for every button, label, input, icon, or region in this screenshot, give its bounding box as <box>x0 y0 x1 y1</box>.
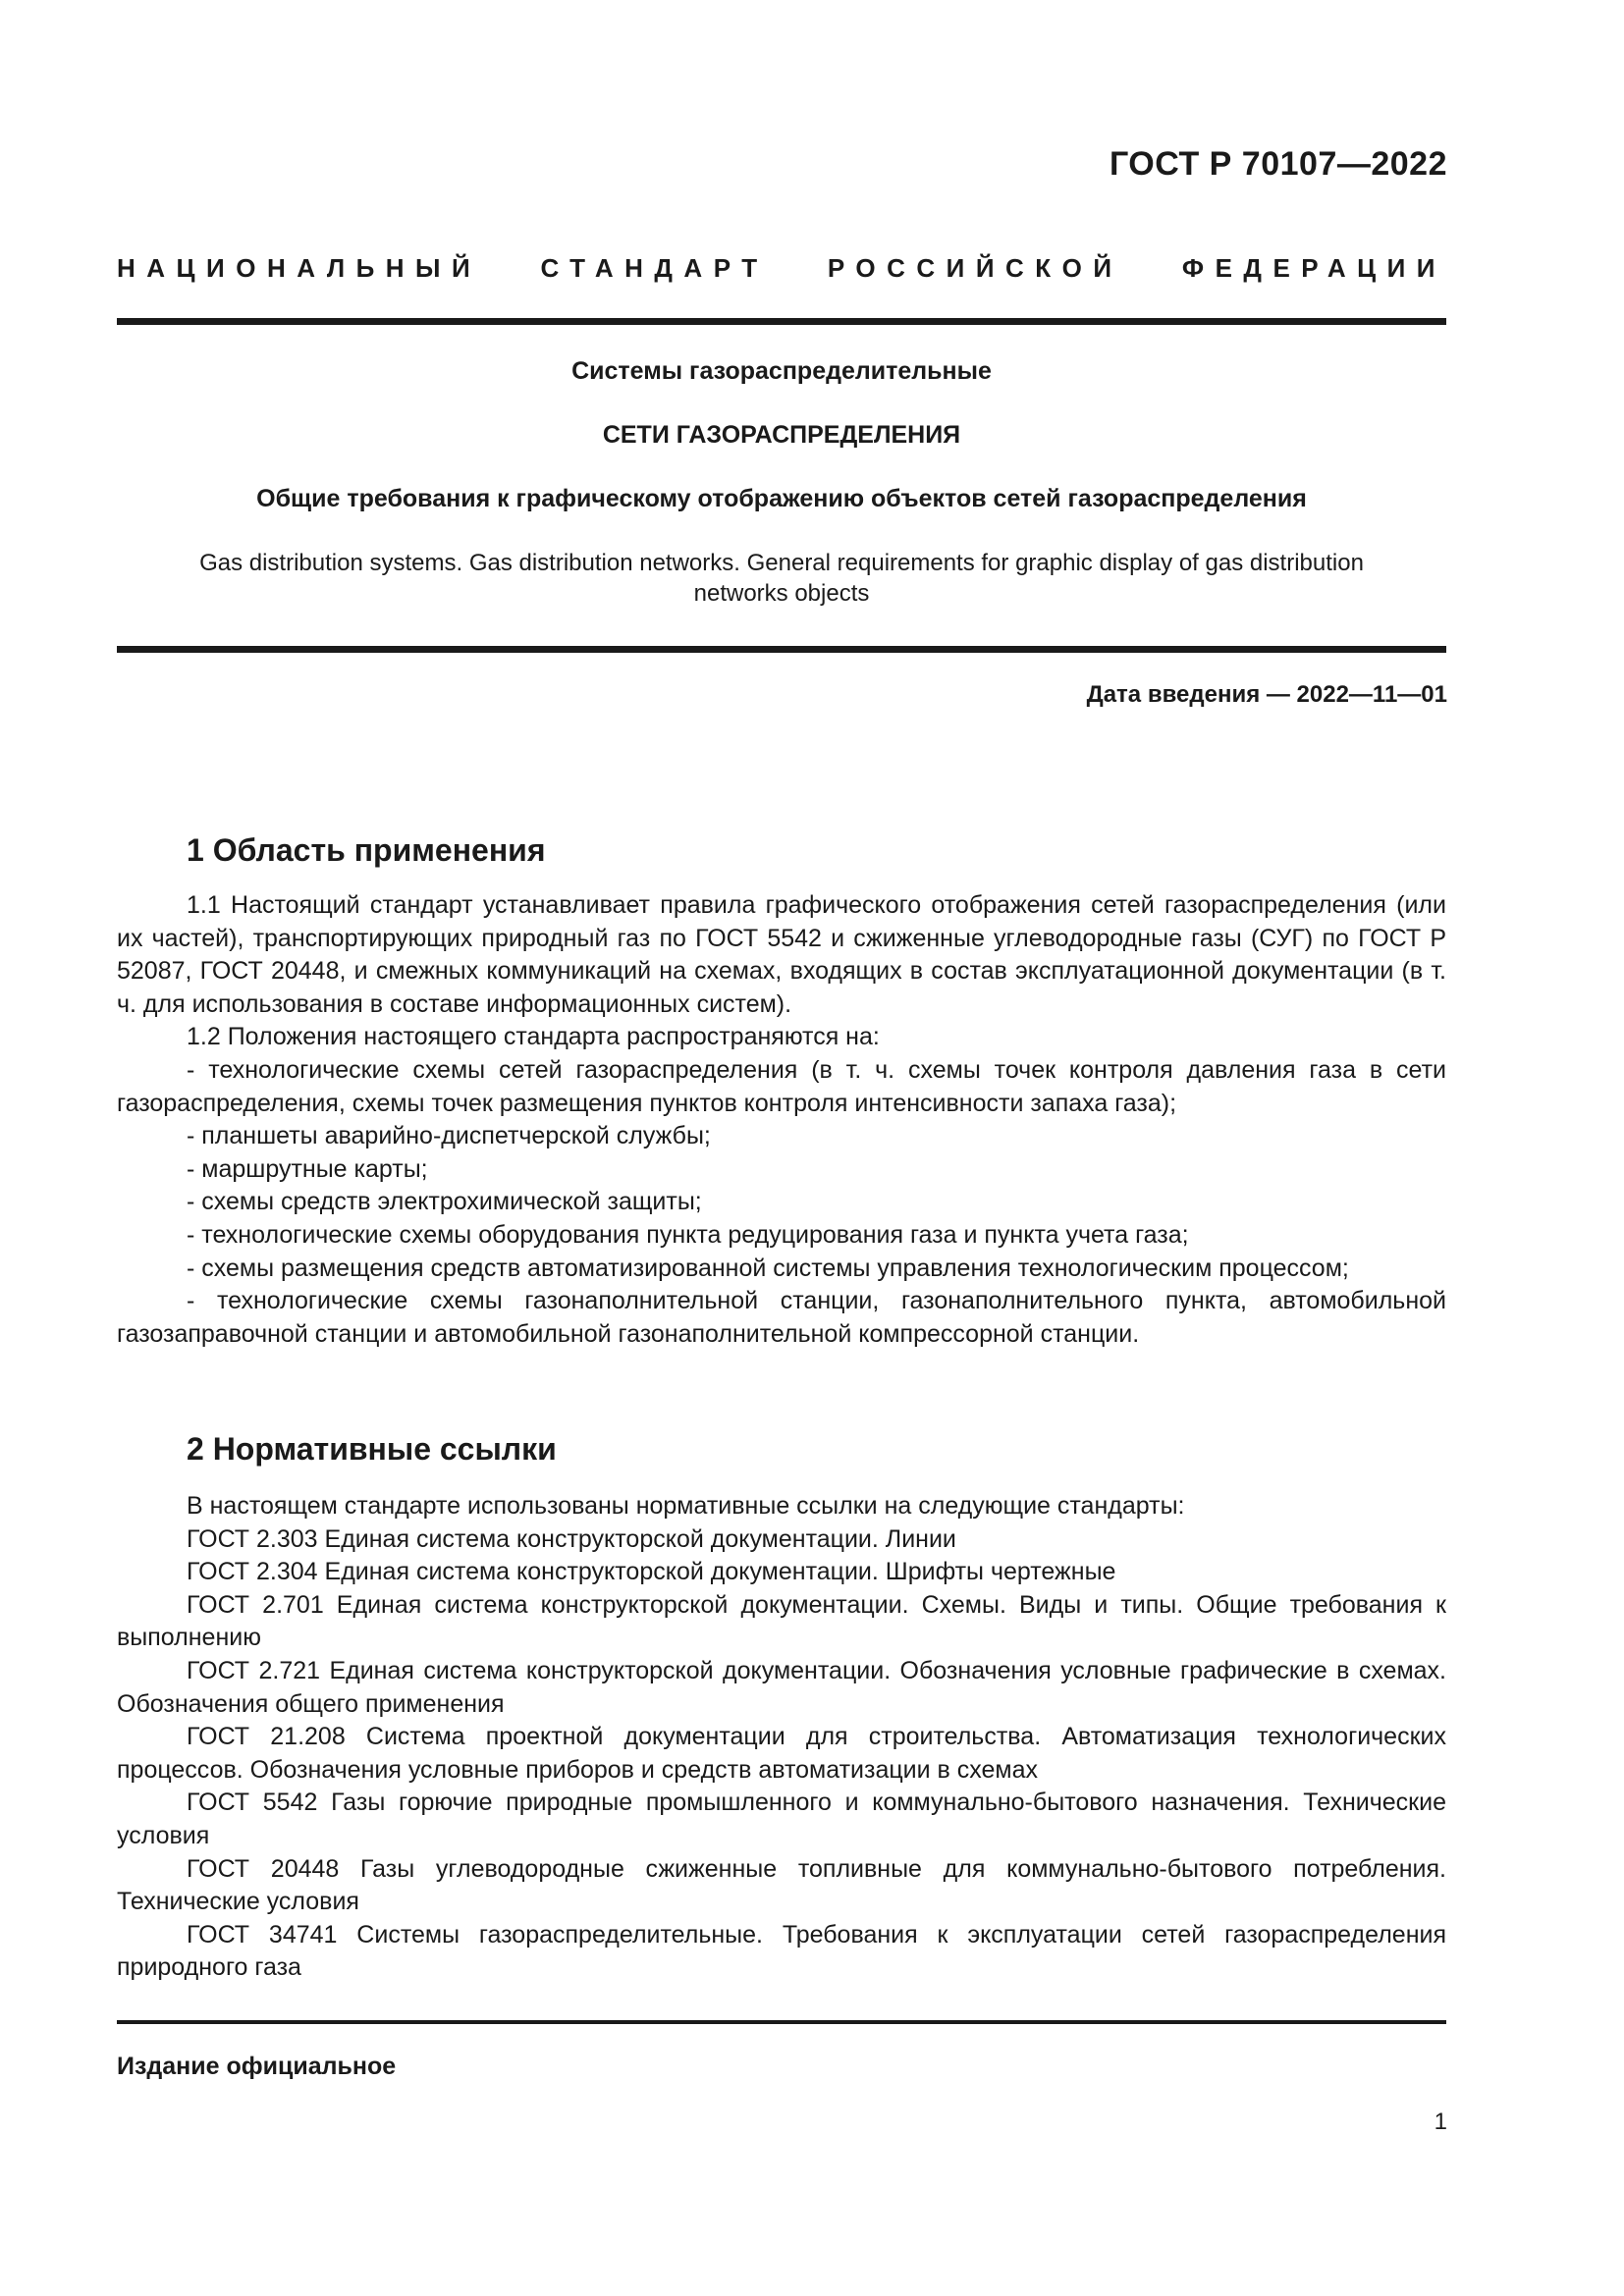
list-item: - схемы средств электрохимической защиты; <box>187 1188 702 1216</box>
national-standard-title: НАЦИОНАЛЬНЫЙ СТАНДАРТ РОССИЙСКОЙ ФЕДЕРАЦИИ <box>117 253 1446 283</box>
reference-item: ГОСТ 34741 Системы газораспределительные. Требования к эксплуатации сетей газораспределения природного газа <box>117 1920 1446 1982</box>
list-item: - технологические схемы сетей газораспределения (в т. ч. схемы точек контроля давления газа в сети газораспределения, схемы точек размещения пунктов контроля интенсивности запаха газа); <box>117 1055 1446 1117</box>
title-line-1: Системы газораспределительные <box>571 357 992 385</box>
list-item: - маршрутные карты; <box>187 1154 428 1183</box>
paragraph: 1.1 Настоящий стандарт устанавливает правила графического отображения сетей газораспределения (или их частей), транспортирующих природный газ по ГОСТ 5542 и сжиженные углеводородные газы (СУГ) по ГОСТ Р 52087, ГОСТ 20448, и смежных коммуникаций на схемах, входящих в состав эксплуатационной документации (в т. ч. для использования в составе информационных систем). <box>117 891 1446 1018</box>
english-title-line-2: networks objects <box>693 580 870 607</box>
list-item: - схемы размещения средств автоматизированной системы управления технологическим процессом; <box>187 1254 1349 1282</box>
section-1-body <box>117 889 1446 1351</box>
title-line-3: Общие требования к графическому отображению объектов сетей газораспределения <box>256 485 1307 512</box>
reference-item: ГОСТ 2.303 Единая система конструкторской документации. Линии <box>187 1524 956 1553</box>
section-2-body <box>117 1490 1446 1985</box>
reference-item: ГОСТ 2.721 Единая система конструкторской документации. Обозначения условные графические в схемах. Обозначения общего применения <box>117 1656 1446 1718</box>
introduction-date: Дата введения — 2022—11—01 <box>1086 681 1447 708</box>
title-rule <box>117 646 1446 653</box>
standard-code: ГОСТ Р 70107—2022 <box>1109 145 1447 183</box>
list-item: - технологические схемы газонаполнительной станции, газонаполнительного пункта, автомобильной газозаправочной станции и автомобильной газонаполнительной компрессорной станции. <box>117 1287 1446 1348</box>
reference-item: ГОСТ 5542 Газы горючие природные промышленного и коммунально-бытового назначения. Технические условия <box>117 1789 1446 1849</box>
official-edition-label: Издание официальное <box>117 2053 397 2080</box>
reference-item: ГОСТ 20448 Газы углеводородные сжиженные топливные для коммунально-бытового потребления. Технические условия <box>117 1854 1446 1916</box>
page-number: 1 <box>1434 2109 1447 2135</box>
title-line-2: СЕТИ ГАЗОРАСПРЕДЕЛЕНИЯ <box>602 421 961 449</box>
paragraph: 1.2 Положения настоящего стандарта распространяются на: <box>187 1023 880 1051</box>
top-rule <box>117 318 1446 325</box>
section-2-heading: 2 Нормативные ссылки <box>187 1431 557 1467</box>
list-item: - планшеты аварийно-диспетчерской службы; <box>187 1122 711 1150</box>
reference-item: ГОСТ 21.208 Система проектной документации для строительства. Автоматизация технологических процессов. Обозначения условные приборов и средств автоматизации в схемах <box>117 1723 1446 1784</box>
english-title-line-1: Gas distribution systems. Gas distribution networks. General requirements for graphic display of gas distribution <box>199 550 1364 576</box>
paragraph: В настоящем стандарте использованы нормативные ссылки на следующие стандарты: <box>187 1492 1185 1520</box>
reference-item: ГОСТ 2.304 Единая система конструкторской документации. Шрифты чертежные <box>187 1558 1116 1586</box>
footer-rule <box>117 2020 1446 2024</box>
reference-item: ГОСТ 2.701 Единая система конструкторской документации. Схемы. Виды и типы. Общие требования к выполнению <box>117 1590 1446 1652</box>
section-1-heading: 1 Область применения <box>187 832 546 868</box>
list-item: - технологические схемы оборудования пункта редуцирования газа и пункта учета газа; <box>187 1220 1189 1249</box>
